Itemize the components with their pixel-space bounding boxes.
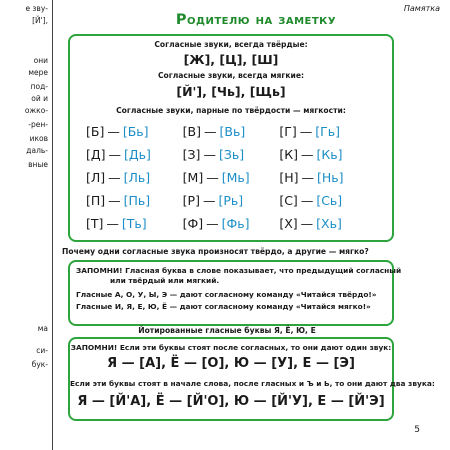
consonant-pair bbox=[183, 216, 280, 231]
consonants-box bbox=[68, 34, 394, 242]
hard-consonant: [Х] bbox=[279, 216, 298, 231]
pair-dash: — bbox=[300, 216, 314, 231]
hard-consonant: [Ф] bbox=[182, 216, 204, 231]
soft-consonant: [Рь] bbox=[218, 193, 244, 208]
consonant-pair bbox=[86, 170, 183, 185]
soft-consonant: [Ль] bbox=[123, 170, 151, 185]
pair-dash: — bbox=[108, 147, 122, 162]
soft-sounds: [Й'], [Чь], [Щь] bbox=[176, 84, 286, 99]
previous-page-text-fragment: ма bbox=[37, 324, 48, 333]
hard-consonant: [С] bbox=[279, 193, 298, 208]
consonant-pairs-grid bbox=[86, 124, 376, 231]
consonant-pair bbox=[86, 193, 183, 208]
soft-consonant: [Бь] bbox=[122, 124, 149, 139]
remember-box bbox=[68, 260, 402, 326]
remember-line-4: Гласные И, Я, Е, Ю, Ё — дают согласному команду «Читайся мягко!» bbox=[76, 302, 371, 311]
pair-dash: — bbox=[204, 124, 217, 139]
hard-consonant: [Л] bbox=[86, 170, 106, 185]
remember-line-3: Гласные А, О, У, Ы, Э — дают согласному команду «Читайся твёрдо!» bbox=[76, 290, 377, 299]
consonant-pair bbox=[279, 216, 376, 231]
consonant-pair bbox=[279, 170, 376, 185]
previous-page-text-fragment: под- bbox=[30, 82, 48, 91]
pair-dash: — bbox=[106, 216, 119, 231]
hard-consonant: [З] bbox=[182, 147, 201, 162]
pair-dash: — bbox=[300, 147, 314, 162]
previous-page-text-fragment: ой и bbox=[31, 94, 48, 103]
page-number: 5 bbox=[414, 425, 420, 435]
previous-page-text-fragment: иков bbox=[29, 134, 48, 143]
remember-line-1: ЗАПОМНИ! Гласная буква в слове показывает, что предыдущий согласный bbox=[76, 266, 402, 275]
soft-consonant: [Гь] bbox=[315, 124, 340, 139]
previous-page-text-fragment: си- bbox=[36, 346, 48, 355]
soft-caption: Согласные звуки, всегда мягкие: bbox=[157, 71, 305, 80]
remember-line-2: или твёрдый или мягкий. bbox=[110, 276, 220, 285]
hard-consonant: [К] bbox=[279, 147, 298, 162]
previous-page-text-fragment: бук- bbox=[31, 360, 48, 369]
pair-dash: — bbox=[108, 193, 121, 208]
pair-dash: — bbox=[299, 124, 313, 139]
hard-consonant: [Г] bbox=[279, 124, 297, 139]
previous-page-text-fragment: е зву- bbox=[25, 4, 48, 13]
previous-page-text-fragment: -рен- bbox=[28, 120, 48, 129]
consonant-pair bbox=[86, 147, 183, 162]
pair-dash: — bbox=[202, 193, 216, 208]
iotated-box bbox=[68, 337, 435, 421]
iotated-rule-1: ЗАПОМНИ! Если эти буквы стоят после согласных, то они дают один звук: bbox=[70, 343, 392, 352]
two-sounds-line: Я — [Й'А], Ё — [Й'О], Ю — [Й'У], Е — [Й'Э] bbox=[77, 394, 385, 409]
previous-page-strip bbox=[0, 0, 53, 450]
pairs-caption: Согласные звуки, парные по твёрдости — мягкости: bbox=[116, 106, 346, 115]
soft-consonant: [Вь] bbox=[219, 124, 246, 139]
consonant-pair bbox=[183, 124, 280, 139]
soft-consonant: [Фь] bbox=[221, 216, 250, 231]
soft-consonant: [Нь] bbox=[316, 170, 344, 185]
consonant-pair bbox=[279, 147, 376, 162]
pair-dash: — bbox=[107, 124, 120, 139]
consonant-pair bbox=[183, 193, 280, 208]
iotated-rule-2: Если эти буквы стоят в начале слова, после гласных и Ъ и Ь, то они дают два звука: bbox=[70, 379, 435, 388]
previous-page-text-fragment: вные bbox=[28, 160, 48, 169]
consonant-pair bbox=[279, 124, 376, 139]
hard-consonant: [В] bbox=[182, 124, 201, 139]
previous-page-text-fragment: они bbox=[33, 56, 48, 65]
pair-dash: — bbox=[301, 170, 314, 185]
hard-consonant: [М] bbox=[182, 170, 204, 185]
question-line: Почему одни согласные звука произносят твёрдо, а другие — мягко? bbox=[62, 247, 369, 256]
previous-page-text-fragment: даль- bbox=[26, 146, 48, 155]
hard-consonant: [Д] bbox=[86, 147, 106, 162]
soft-consonant: [Зь] bbox=[218, 147, 245, 162]
soft-consonant: [Кь] bbox=[316, 147, 343, 162]
soft-consonant: [Сь] bbox=[316, 193, 343, 208]
soft-consonant: [Пь] bbox=[123, 193, 151, 208]
soft-consonant: [Дь] bbox=[124, 147, 151, 162]
soft-consonant: [Мь] bbox=[221, 170, 250, 185]
hard-consonant: [Б] bbox=[86, 124, 105, 139]
pair-dash: — bbox=[300, 193, 314, 208]
hard-consonant: [Р] bbox=[182, 193, 200, 208]
pair-dash: — bbox=[206, 216, 219, 231]
iotated-caption: Йотированные гласные буквы Я, Ё, Ю, Е bbox=[138, 326, 316, 335]
hard-consonant: [П] bbox=[86, 193, 106, 208]
page-title: Родителю на заметку bbox=[175, 12, 337, 28]
previous-page-text-fragment: мере bbox=[28, 68, 48, 77]
previous-page-text-fragment: [Й'], bbox=[32, 16, 48, 25]
one-sound-line: Я — [А], Ё — [О], Ю — [У], Е — [Э] bbox=[107, 356, 355, 371]
pair-dash: — bbox=[206, 170, 219, 185]
consonant-pair bbox=[183, 147, 280, 162]
consonant-pair bbox=[183, 170, 280, 185]
hard-consonant: [Н] bbox=[279, 170, 299, 185]
section-tag: Памятка bbox=[403, 4, 440, 13]
previous-page-text-fragment: ожко- bbox=[24, 106, 48, 115]
pair-dash: — bbox=[108, 170, 121, 185]
consonant-pair bbox=[86, 124, 183, 139]
soft-consonant: [Хь] bbox=[316, 216, 342, 231]
hard-caption: Согласные звуки, всегда твёрдые: bbox=[154, 40, 308, 49]
consonant-pair bbox=[86, 216, 183, 231]
pair-dash: — bbox=[203, 147, 216, 162]
hard-consonant: [Т] bbox=[86, 216, 104, 231]
consonant-pair bbox=[279, 193, 376, 208]
hard-sounds: [Ж], [Ц], [Ш] bbox=[183, 52, 279, 67]
soft-consonant: [Ть] bbox=[121, 216, 147, 231]
